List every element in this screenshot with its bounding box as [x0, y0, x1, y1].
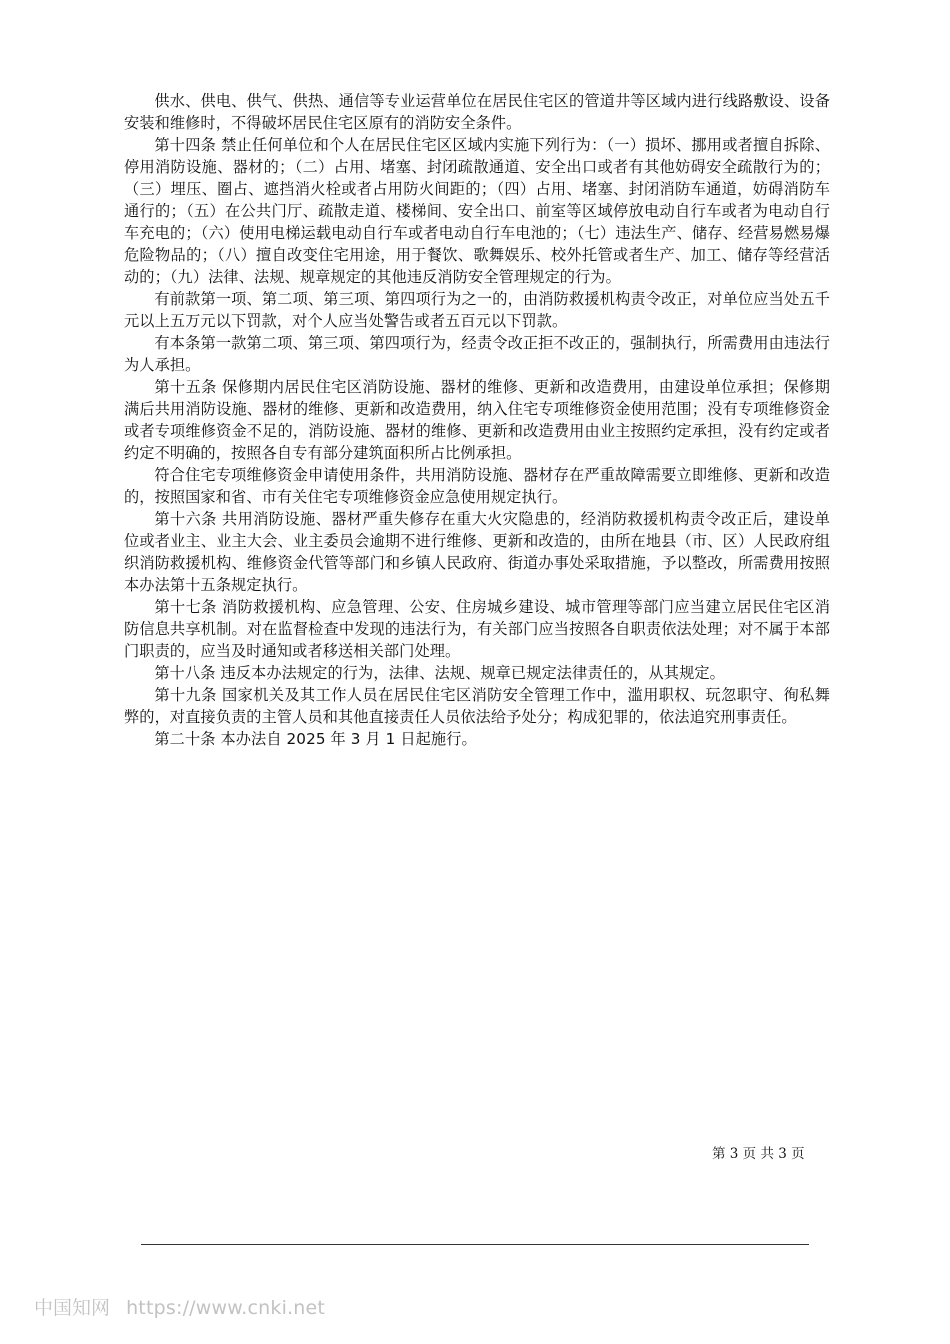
article-14: 第十四条 禁止任何单位和个人在居民住宅区区域内实施下列行为：（一）损坏、挪用或者擅自拆除、停用消防设施、器材的；（二）占用、堵塞、封闭疏散通道、安全出口或者有其他妨碍安全疏散行为的；（三）埋压、圈占、遮挡消火栓或者占用防火间距的；（四）占用、堵塞、封闭消防车通道，妨碍消防车通行的；（五）在公共门厅、疏散走道、楼梯间、安全出口、前室等区域停放电动自行车或者为电动自行车充电的；（六）使用电梯运载电动自行车或者电动自行车电池的；（七）违法生产、储存、经营易燃易爆危险物品的；（八）擅自改变住宅用途，用于餐饮、歌舞娱乐、校外托管或者生产、加工、储存等经营活动的；（九）法律、法规、规章规定的其他违反消防安全管理规定的行为。 — [124, 136, 830, 286]
document-body — [124, 90, 830, 750]
paragraph: 有前款第一项、第二项、第三项、第四项行为之一的，由消防救援机构责令改正，对单位应当处五千元以上五万元以下罚款，对个人应当处警告或者五百元以下罚款。 — [124, 290, 830, 330]
watermark-url: https://www.cnki.net — [126, 1297, 326, 1319]
paragraph: 有本条第一款第二项、第三项、第四项行为，经责令改正拒不改正的，强制执行，所需费用由违法行为人承担。 — [124, 334, 830, 374]
footer-divider — [141, 1244, 809, 1245]
page-number: 第 3 页 共 3 页 — [712, 1146, 805, 1162]
paragraph: 供水、供电、供气、供热、通信等专业运营单位在居民住宅区的管道井等区域内进行线路敷设、设备安装和维修时，不得破坏居民住宅区原有的消防安全条件。 — [124, 92, 830, 132]
article-16: 第十六条 共用消防设施、器材严重失修存在重大火灾隐患的，经消防救援机构责令改正后，建设单位或者业主、业主大会、业主委员会逾期不进行维修、更新和改造的，由所在地县（市、区）人民政府组织消防救援机构、维修资金代管等部门和乡镇人民政府、街道办事处采取措施，予以整改，所需费用按照本办法第十五条规定执行。 — [124, 510, 830, 594]
article-20: 第二十条 本办法自 2025 年 3 月 1 日起施行。 — [154, 730, 477, 748]
watermark-brand: 中国知网 — [34, 1297, 111, 1319]
paragraph: 符合住宅专项维修资金申请使用条件，共用消防设施、器材存在严重故障需要立即维修、更新和改造的，按照国家和省、市有关住宅专项维修资金应急使用规定执行。 — [124, 466, 830, 506]
article-17: 第十七条 消防救援机构、应急管理、公安、住房城乡建设、城市管理等部门应当建立居民住宅区消防信息共享机制。对在监督检查中发现的违法行为，有关部门应当按照各自职责依法处理；对不属于本部门职责的，应当及时通知或者移送相关部门处理。 — [124, 598, 830, 660]
article-18: 第十八条 违反本办法规定的行为，法律、法规、规章已规定法律责任的，从其规定。 — [154, 664, 725, 682]
article-19: 第十九条 国家机关及其工作人员在居民住宅区消防安全管理工作中，滥用职权、玩忽职守、徇私舞弊的，对直接负责的主管人员和其他直接责任人员依法给予处分；构成犯罪的，依法追究刑事责任。 — [124, 686, 830, 726]
watermark — [34, 1293, 325, 1320]
article-15: 第十五条 保修期内居民住宅区消防设施、器材的维修、更新和改造费用，由建设单位承担；保修期满后共用消防设施、器材的维修、更新和改造费用，纳入住宅专项维修资金使用范围；没有专项维修资金或者专项维修资金不足的，消防设施、器材的维修、更新和改造费用由业主按照约定承担，没有约定或者约定不明确的，按照各自专有部分建筑面积所占比例承担。 — [124, 378, 830, 462]
